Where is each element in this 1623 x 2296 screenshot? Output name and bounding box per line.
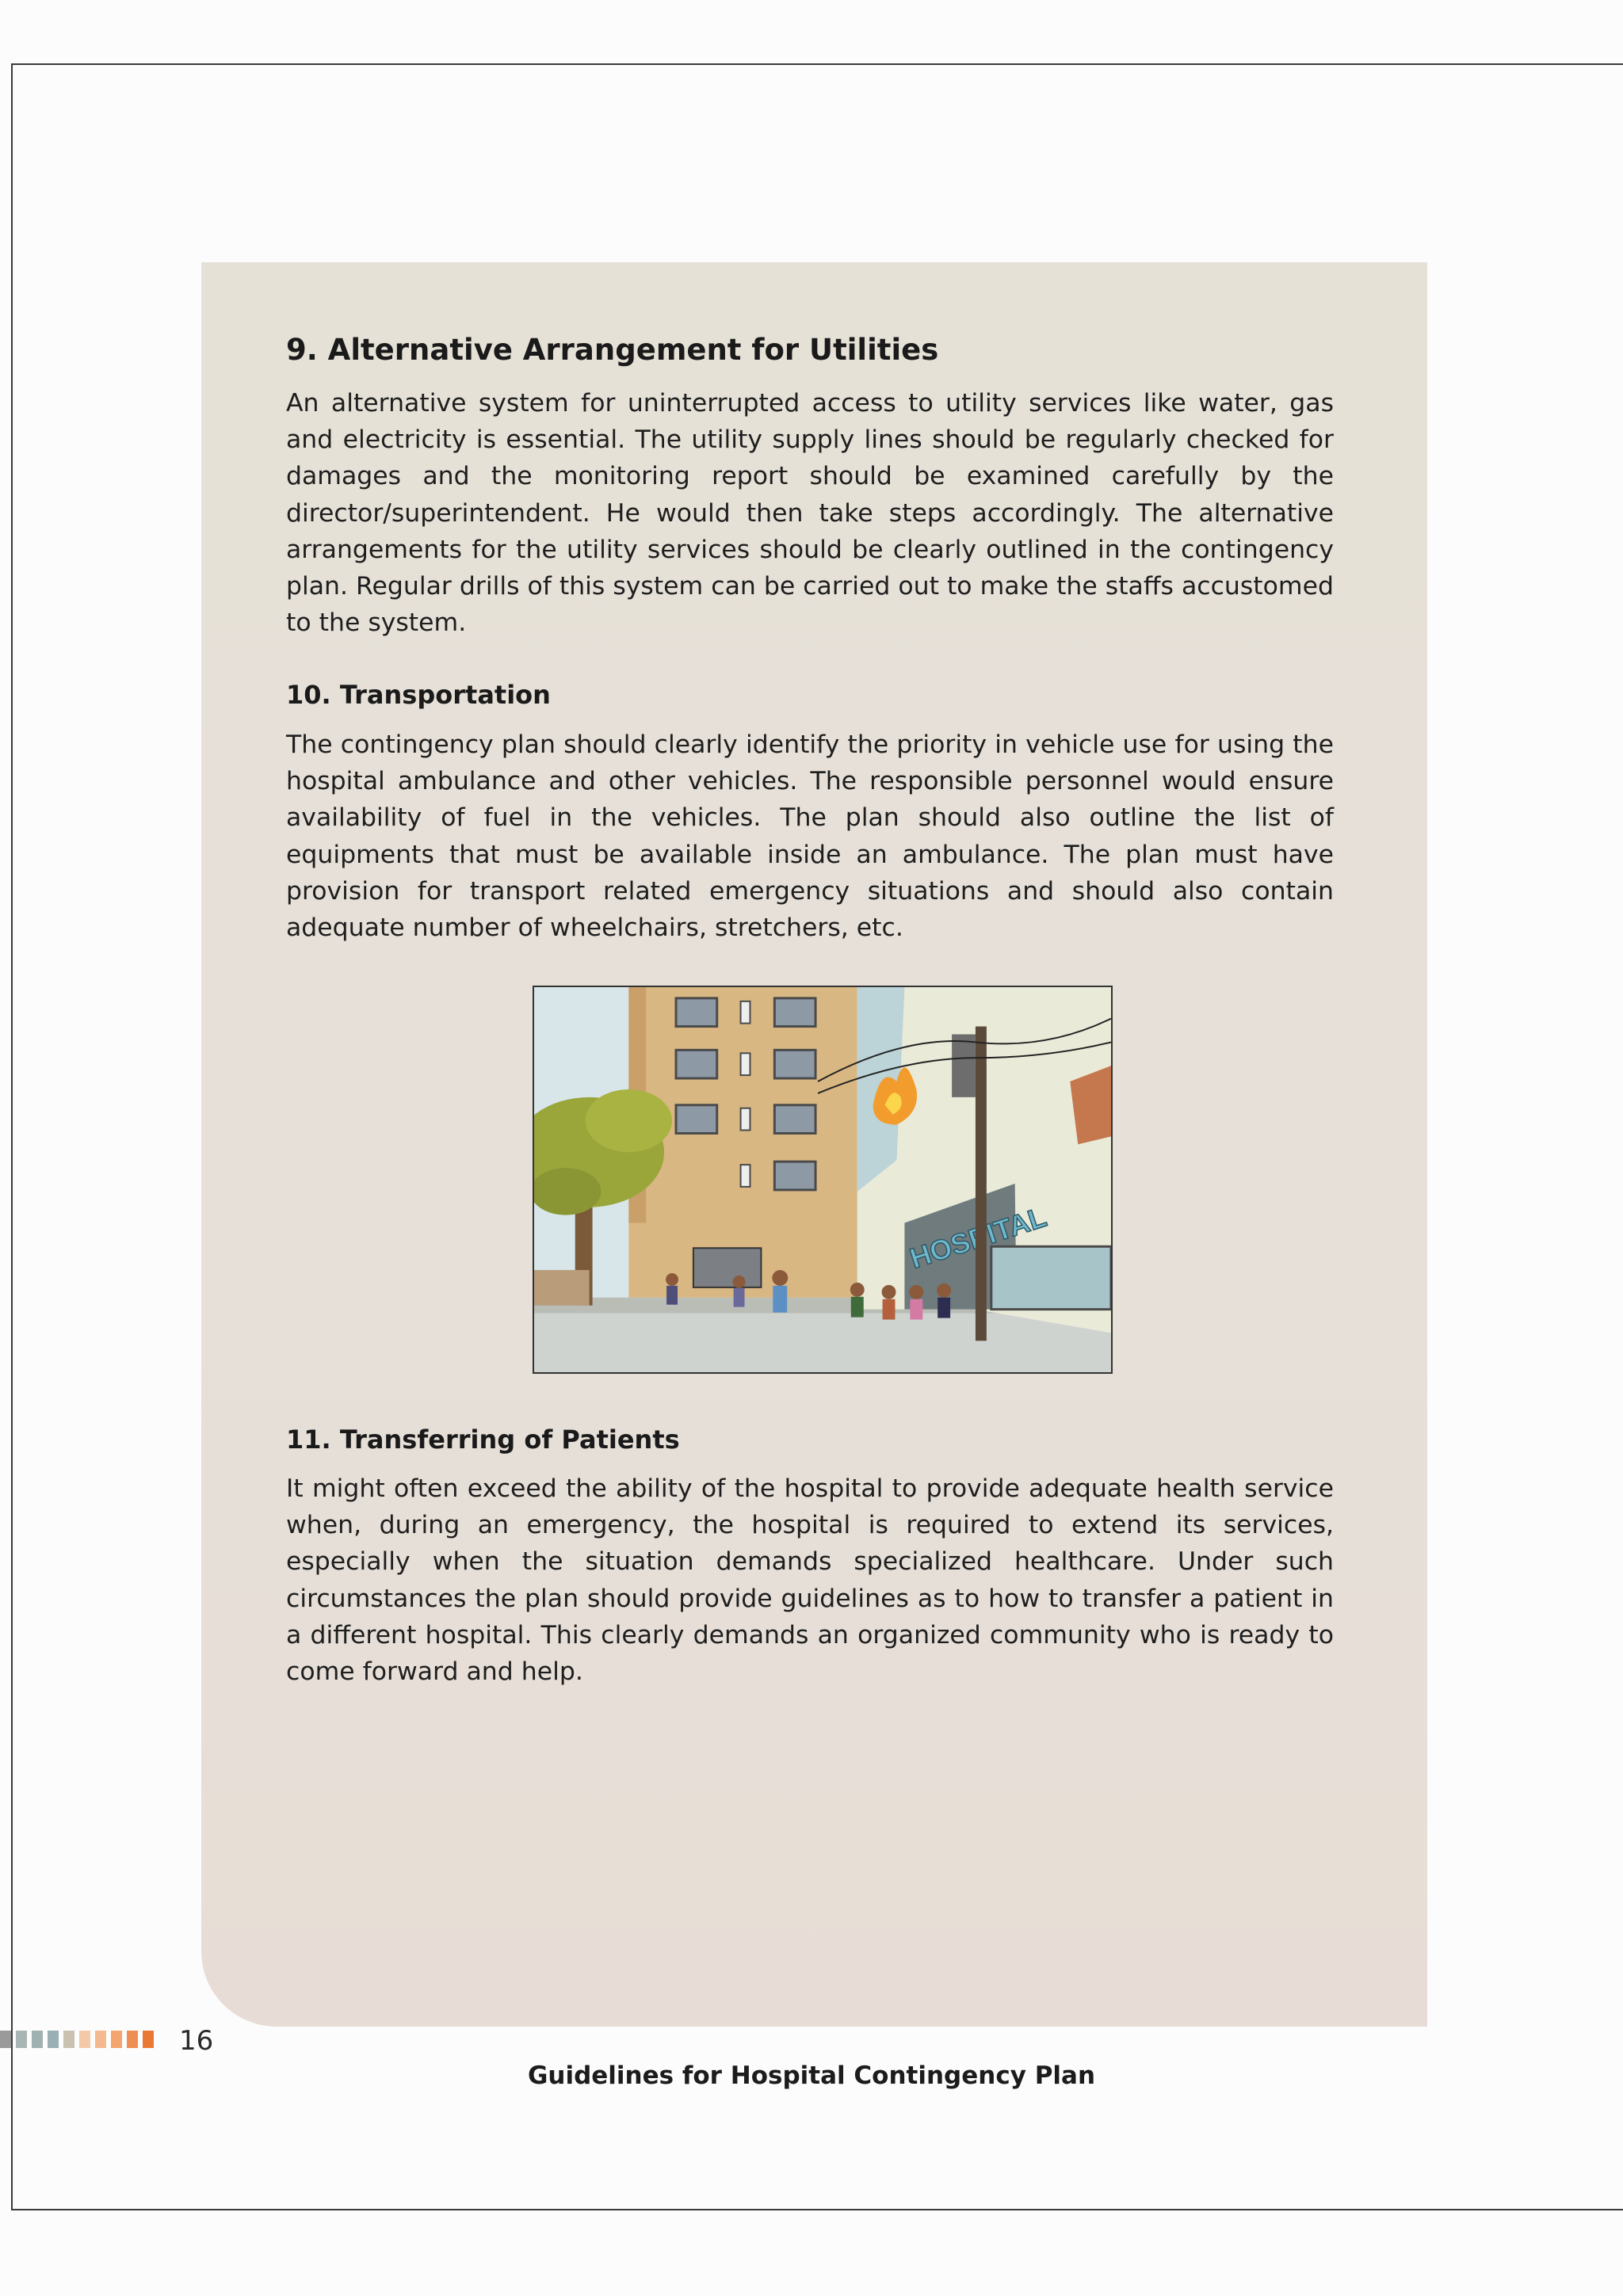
footer-title: Guidelines for Hospital Contingency Plan [527, 2061, 1096, 2090]
hospital-disaster-illustration [533, 986, 1113, 1374]
footer-bar [127, 2031, 138, 2048]
footer-bar [0, 2031, 11, 2048]
utility-pole [976, 1027, 987, 1341]
footer-color-bars [0, 2031, 154, 2048]
footer-bar [32, 2031, 43, 2048]
section-heading-transferring-patients: 11. Transferring of Patients [286, 1425, 680, 1455]
section-body-utilities: An alternative system for uninterrupted access to utility services like water, gas and electricity is essential. The utility supply lines should be regularly checked for damages and the monitoring report should be examined carefully by the director/superintendent. He would then take steps accordingly. The alternative arrangements for the utility services should be clearly outlined in the contingency plan. Regular drills of this system can be carried out to make the staffs accustomed to the system. [286, 389, 1334, 638]
footer-bar [63, 2031, 74, 2048]
illustration-svg [534, 987, 1111, 1372]
section-body-transportation: The contingency plan should clearly identify the priority in vehicle use for using the hospital ambulance and other vehicles. The responsible personnel would ensure availability of fuel in the vehicles. The plan should also outline the list of equipments that must be available inside an ambulance. The plan must have provision for transport related emergency situations and should also contain adequate number of wheelchairs, stretchers, etc. [286, 730, 1334, 943]
footer-bar [143, 2031, 154, 2048]
footer-bar [16, 2031, 27, 2048]
section-body-transferring-patients: It might often exceed the ability of the hospital to provide adequate health service when, during an emergency, the hospital is required to extend its services, especially when the situation demands specialized healthcare. Under such circumstances the plan should provide guidelines as to how to transfer a patient in a different hospital. This clearly demands an organized community who is ready to come forward and help. [286, 1474, 1334, 1687]
footer-bar [79, 2031, 90, 2048]
page-number: 16 [179, 2025, 214, 2057]
footer-bar [111, 2031, 122, 2048]
footer-bar [95, 2031, 106, 2048]
footer-bar [48, 2031, 59, 2048]
section-heading-utilities: 9. Alternative Arrangement for Utilities [286, 333, 939, 367]
section-heading-transportation: 10. Transportation [286, 680, 551, 710]
